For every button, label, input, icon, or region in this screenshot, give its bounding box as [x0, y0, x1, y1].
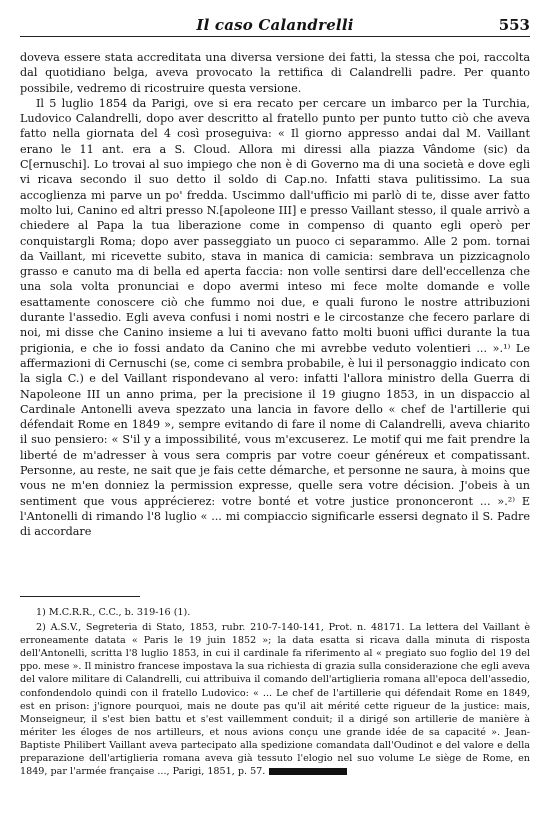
paragraph: Il 5 luglio 1854 da Parigi, ove si era recato per cercare un imbarco per la Turchia, Ludovico Calandrelli, dopo aver descritto al fratello punto per punto tutto ciò che aveva fatto nella giornata del 4 così proseguiva: « Il giorno appresso andai dal M. Vaillant erano le 11 ant. era a S. Cloud. Allora mi diressi alla piazza Vândome (sic) da C[ernuschi]. Lo trovai al suo impiego che non è di Governo ma di una società e dove egli vi ricava secondo il suo detto il soldo di Cap.no. Infatti stava pulitissimo. La sua accoglienza mi parve un po' fredda. Uscimmo dall'ufficio mi parlò di te, disse aver fatto molto lui, Canino ed altri presso N.[apoleone III] e presso Vaillant stesso, il quale arrivò a chiedere al Papa la tua liberazione come in compenso di quanto egli operò per conquistargli Roma; dopo aver passeggiato un puoco ci separammo. Alle 2 pom. tornai da Vaillant, mi ricevette subito, stava in manica di camicia: sembrava un pizzicagnolo grasso e canuto ma di bella ed aperta faccia: non volle sentirsi dare dell'eccellenza che una sola volta pronunciai e dopo avermi inteso mi fece molte domande e volle esattamente conoscere ciò che fummo noi due, e quali furono le nostre attribuzioni durante l'assedio. Egli aveva confusi i nomi nostri e le circostanze che fecero parlare di noi, mi disse che Canino insieme a lui ti avevano fatto molti buoni uffici durante la tua prigionia, e che io fossi andato da Canino che mi avrebbe veduto volentieri ... ».¹⁾ Le affermazioni di Cernuschi (se, come ci sembra probabile, è lui il personaggio indicato con la sigla C.) e del Vaillant rispondevano al vero: infatti l'allora ministro della Guerra di Napoleone III un anno prima, per la precisione il 19 giugno 1853, in un dispaccio al Cardinale Antonelli aveva spezzato una lancia in favore dello « chef de l'artillerie qui défendait Rome en 1849 », sempre evitando di fare il nome di Calandrelli, aveva chiarito il suo pensiero: « S'il y a impossibilité, vous m'excuserez. Le motif qui me fait prendre la liberté de m'adresser à vous sera compris par votre coeur généreux et compatissant. Personne, au reste, ne sait que je fais cette démarche, et personne ne saura, à moins que vous ne m'en donniez la permission expresse, quelle sera votre décision. J'obeis à un sentiment que vous apprécierez: votre bonté et votre justice prononceront ... ».²⁾ E l'Antonelli di rimando l'8 luglio « ... mi compiaccio significarle essersi degnato il S. Padre di accordare [20, 96, 530, 539]
running-title: Il caso Calandrelli [196, 16, 354, 34]
footnote: 1) M.C.R.R., C.C., b. 319-16 (1). [36, 607, 191, 618]
illegible-mark [269, 768, 347, 775]
footnotes [20, 606, 530, 780]
main-text [20, 50, 530, 540]
footnote-text: 2) A.S.V., Segreteria di Stato, 1853, rubr. 210-7-140-141, Prot. n. 48171. La lettera del Vaillant è erroneamente datata « Paris le 19 juin 1852 »; la data esatta si ricava dalla minuta di risposta dell'Antonelli, scritta l'8 luglio 1853, in cui il cardinale fa riferimento al « pregiato suo foglio del 19 del ppo. mese ». Il ministro francese impostava la sua richiesta di grazia sulla considerazione che egli aveva del valore militare di Calandrelli, cui attribuiva il comando dell'artiglieria romana all'epoca dell'assedio, confondendolo quindi con il fratello Ludovico: « ... Le chef de l'artillerie qui défendait Rome en 1849, est en prison: j'ignore pourquoi, mais ne doute pas qu'il ait mérité cette rigueur de la justice: mais, Monseigneur, il s'est bien battu et s'est vaillemment conduit; il a dirigé son artillerie de manière à mériter les éloges de nos artilleurs, et nous avions conçu une grande idée de sa capacité ». Jean-Baptiste Philibert Vaillant aveva partecipato alla spedizione comandata dall'Oudinot e del valore e della preparazione dell'artiglieria romana aveva già tessuto l'elogio nel suo volume Le siège de Rome, en 1849, par l'armée française ..., Parigi, 1851, p. 57. [20, 622, 530, 778]
paragraph: doveva essere stata accreditata una diversa versione dei fatti, la stessa che poi, raccolta dal quotidiano belga, aveva provocato la rettifica di Calandrelli padre. Per quanto possibile, vedremo di ricostruire questa versione. [20, 51, 530, 95]
page-header [20, 14, 530, 37]
footnote-separator [20, 596, 140, 597]
footnote [20, 621, 530, 778]
page-number: 553 [498, 16, 530, 34]
